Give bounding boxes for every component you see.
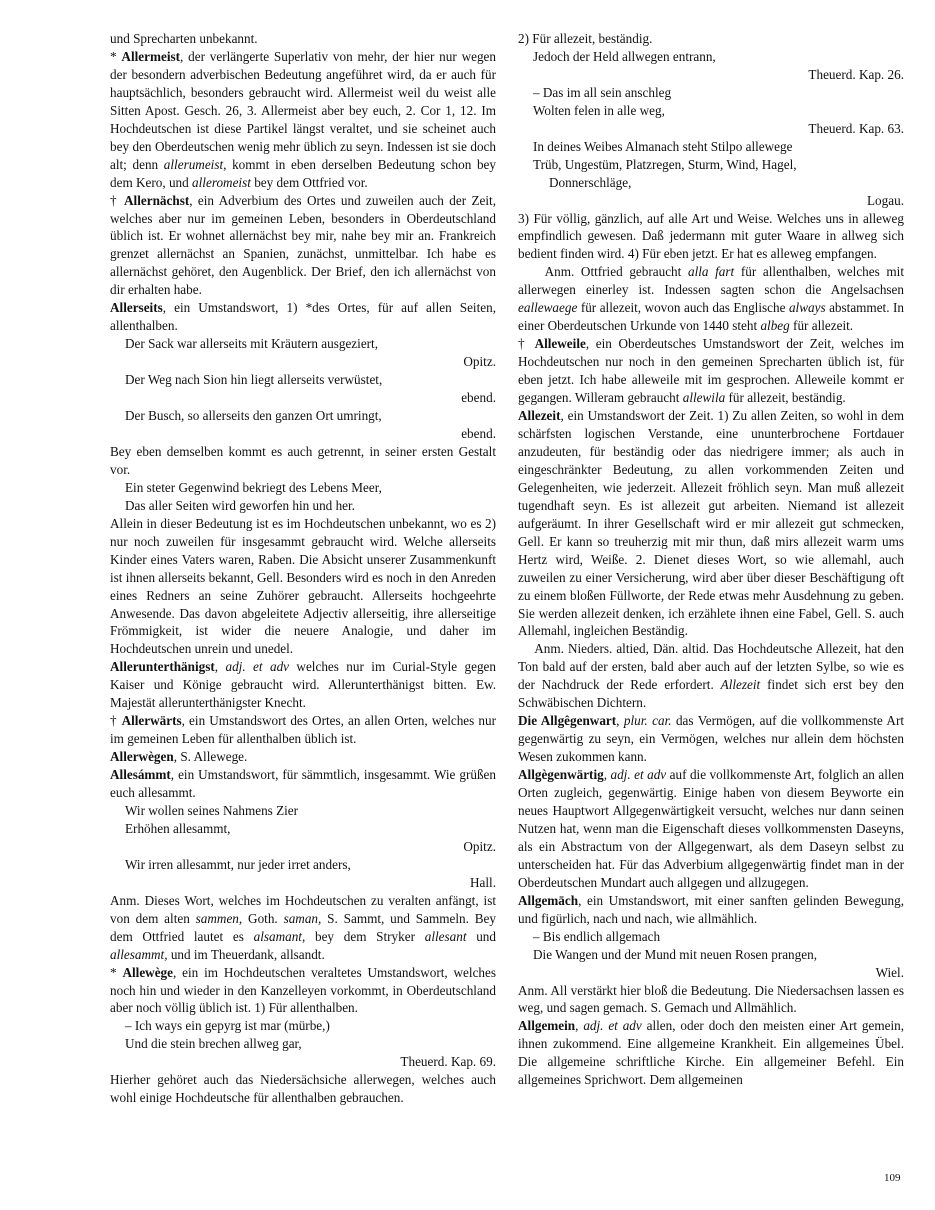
verse-line: Erhöhen allesammt, — [125, 820, 231, 836]
source-citation: Opitz. — [463, 354, 496, 370]
source-citation: Opitz. — [463, 838, 496, 854]
verse-line: Der Busch, so allerseits den ganzen Ort umringt, — [125, 408, 382, 424]
verse-line: Wir wollen seines Nahmens Zier — [125, 802, 299, 818]
source-citation: Theuerd. Kap. 69. — [400, 1054, 496, 1070]
right-column — [518, 30, 904, 1089]
entry-paragraph: Die Allgêgenwart, plur. car. das Vermögen, auf die vollkommenste Art gegenwärtig zu seyn, ein Vermögen, welches nur allein dem höchsten Wesen zukommen kann. — [518, 713, 904, 765]
entry-paragraph: Anm. Ottfried gebraucht alla fart für allenthalben, welches mit allerwegen einerley ist. Indessen sagten schon die Angelsachsen eallewaege für allezeit, wovon auch das Englische always abstammet. In einer Oberdeutschen Urkunde von 1440 steht albeg für allezeit. — [518, 264, 904, 334]
verse-line: – Bis endlich allgemach — [533, 928, 661, 944]
entry-paragraph: 2) Für allezeit, beständig. — [518, 31, 653, 46]
entry-paragraph: Allgemein, adj. et adv allen, oder doch den meisten einer Art gemein, ihnen zukommend. Eine allgemeine Krankheit. Ein allgemeines Übel. Die allgemeine schriftliche Kirche. Ein allgemeiner Befehl. Ein allgemeines Sprichwort. Dem allgemeinen — [518, 1018, 905, 1088]
entry-paragraph: Anm. All verstärkt hier bloß die Bedeutung. Die Niedersachsen lassen es weg, und sagen gemach. S. Gemach und Allmählich. — [518, 982, 904, 1016]
entry-paragraph: Allerseits, ein Umstandswort, 1) *des Ortes, für auf allen Seiten, allenthalben. — [110, 300, 496, 334]
entry-paragraph: Allein in dieser Bedeutung ist es im Hochdeutschen unbekannt, wo es 2) nur noch zuweilen für insgesammt gebraucht wird. Welche allerseits Kinder eines Vaters waren, Raben. Die Absicht unserer Zusammenkunft ist ihnen allerseits bekannt, Gell. Besonders wird es noch in den Anreden eines Redners an seine Zuhörer gebraucht. Allerseits hochgeehrte Anwesende. Das davon abgeleitete Adjectiv allerseitig, ihre allerseitige Frömmigkeit, ist wider die neuere Analogie, und daher im Hochdeutschen unrein und unedel. — [110, 515, 496, 657]
verse-line: Wolten felen in alle weg, — [533, 102, 665, 118]
source-citation: Logau. — [867, 192, 904, 208]
verse-line: – Ich ways ein gepyrg ist mar (mürbe,) — [125, 1018, 330, 1034]
verse-line: Der Sack war allerseits mit Kräutern ausgeziert, — [125, 336, 379, 352]
entry-paragraph: Bey eben demselben kommt es auch getrennt, in seiner ersten Gestalt vor. — [110, 443, 496, 477]
verse-line: Ein steter Gegenwind bekriegt des Lebens Meer, — [125, 479, 382, 495]
source-citation: ebend. — [461, 390, 496, 406]
verse-line: Die Wangen und der Mund mit neuen Rosen prangen, — [533, 946, 817, 962]
entry-paragraph: Allezeit, ein Umstandswort der Zeit. 1) Zu allen Zeiten, so wohl in dem schärfsten logischen Verstande, eine ununterbrochene Fortdauer anzudeuten, für beständig oder das niedrigere immer; als auch in eingeschränkter Bedeutung, zu allen vorkommenden Zeiten und Gelegenheiten, wie jederzeit. Allezeit fröhlich seyn. Man muß allezeit tugendhaft seyn. Es ist allezeit gut arbeiten. Niemand ist allezeit aufgeräumt. In ihrer Gesellschaft wird er mir allezeit gut schmecken, Gell. Er kann so treuherzig mit mir thun, daß mirs allezeit warm ums Hertz wird, Weiße. 2. Dienet dieses Wort, so wie allemahl, auch zuweilen zu einer Versicherung, wird aber über dieser Beschäftigung oft zu einem bloßen Füllworte, der Rede etwas mehr Ausdehnung zu geben. Sie werden allezeit denken, ich erzählete ihnen eine Fabel, Gell. S. auch Allemahl, ingleichen Beständig. — [518, 408, 904, 639]
left-column — [110, 30, 496, 1107]
verse-line: Wir irren allesammt, nur jeder irret anders, — [125, 856, 351, 872]
verse-line: In deines Weibes Almanach steht Stilpo allewege — [533, 138, 793, 154]
verse-line: Der Weg nach Sion hin liegt allerseits verwüstet, — [125, 372, 383, 388]
verse-line: – Das im all sein anschleg — [533, 84, 672, 100]
entry-paragraph: * Allermeist, der verlängerte Superlativ von mehr, der hier nur wegen der besondern adverbischen Bedeutung angeführet wird, da er auch für hauptsächlich, besonders gebraucht wird. Allermeist weil du weist alle Sitten Apost. Gesch. 26, 3. Allermeist aber bey euch, 2. Cor 1, 12. Im Hochdeutschen ist diese Partikel längst veraltet, und sie scheinet auch bey den Oberdeutschen wenig mehr üblich zu seyn. Indessen ist sie doch alt; denn allerumeist, kommt in eben derselben Bedeutung schon bey dem Kero, und alleromeist bey dem Ottfried vor. — [110, 48, 496, 190]
entry-paragraph: Anm. Dieses Wort, welches im Hochdeutschen zu veralten anfängt, ist von dem alten sammen, Goth. saman, S. Sammt, und Sammeln. Bey dem Ottfried lautet es alsamant, bey dem Stryker allesant und allesammt, und im Theuerdank, allsandt. — [110, 892, 496, 962]
verse-line: Und die stein brechen allweg gar, — [125, 1036, 302, 1052]
verse-line: Das aller Seiten wird geworfen hin und her. — [125, 497, 355, 513]
verse-line: Trüb, Ungestüm, Platzregen, Sturm, Wind, Hagel, — [533, 156, 797, 172]
source-citation: Wiel. — [875, 964, 904, 980]
entry-paragraph: und Sprecharten unbekannt. — [110, 31, 258, 46]
page-number: 109 — [884, 1172, 901, 1184]
source-citation: Theuerd. Kap. 26. — [808, 66, 904, 82]
entry-paragraph: * Allewège, ein im Hochdeutschen veraltetes Umstandswort, welches noch hin und wieder in den Kanzelleyen vorkommt, in Oberdeutschland aber noch völlig üblich ist. 1) Für allenthalben. — [110, 964, 497, 1016]
source-citation: ebend. — [461, 425, 496, 441]
entry-paragraph: Allgègenwärtig, adj. et adv auf die vollkommenste Art, folglich an allen Orten zugleich, gegenwärtig. Einige haben von diesem Beyworte ein neues Hauptwort Allgegenwärtigkeit versucht, welches nur dann seinen Nutzen hat, wenn man die Eigenschaft dieses vollkommensten Daseyns, als ein Abstractum von der Allgegenwart, als dem Daseyn selbst zu unterscheiden hat. Für das Adverbium allgegenwärtig findet man in der Oberdeutschen Mundart auch allgegen und allzugegen. — [518, 767, 904, 890]
entry-paragraph: Hierher gehöret auch das Niedersächsiche allerwegen, welches auch wohl einige Hochdeutsche für allenthalben gebrauchen. — [110, 1072, 496, 1106]
source-citation: Hall. — [469, 874, 496, 890]
entry-paragraph: † Allernächst, ein Adverbium des Ortes und zuweilen auch der Zeit, welches aber nur im gemeinen Leben, besonders in Oberdeutschland üblich ist. Er wohnet allernächst bey mir, nahe bey mir an. Frankreich grenzet allernächst an Spanien, zunächst, unmittelbar. Ich habe es allernächst gehöret, den Augenblick. Der Brief, den ich allernächst von dir erhalten habe. — [110, 192, 496, 298]
source-citation: Theuerd. Kap. 63. — [808, 120, 904, 136]
entry-paragraph: † Allerwärts, ein Umstandswort des Ortes, an allen Orten, welches nur im gemeinen Leben für allenthalben üblich ist. — [110, 713, 496, 747]
entry-paragraph: Allerunterthänigst, adj. et adv welches nur im Curial-Style gegen Kaiser und Könige gebraucht wird. Allerunterthänigst bitten. Ew. Majestät allerunterthänigster Knecht. — [110, 659, 496, 711]
entry-paragraph: Anm. Nieders. altied, Dän. altid. Das Hochdeutsche Allezeit, hat den Ton bald auf der ersten, bald aber auch auf der letzten Sylbe, so wie es der Nachdruck der Rede erfordert. Allezeit findet sich erst bey den Schwäbischen Dichtern. — [518, 641, 904, 711]
entry-paragraph: † Alleweile, ein Oberdeutsches Umstandswort der Zeit, welches im Hochdeutschen nur noch in den gemeinen Sprecharten üblich ist, für eben jetzt. Ich habe alleweile mit im gesprochen. Alleweile kommt er gegangen. Willeram gebraucht allewila für allezeit, beständig. — [518, 336, 905, 406]
entry-paragraph: Allgemāch, ein Umstandswort, mit einer sanften gelinden Bewegung, und figürlich, nach und nach, wie allmählich. — [518, 892, 904, 926]
entry-paragraph: 3) Für völlig, gänzlich, auf alle Art und Weise. Welches uns in alleweg empfindlich gewesen. Daß jedermann mit guter Waare in allweg sich bedient finden wird. 4) Für eben jetzt. Er hat es alleweg empfangen. — [518, 210, 904, 262]
entry-paragraph: Allerwègen, S. Allewege. — [110, 749, 248, 765]
entry-paragraph: Allesámmt, ein Umstandswort, für sämmtlich, insgesammt. Wie grüßen euch allesammt. — [110, 767, 496, 801]
verse-line: Donnerschläge, — [549, 174, 632, 190]
verse-line: Jedoch der Held allwegen entrann, — [533, 48, 716, 64]
